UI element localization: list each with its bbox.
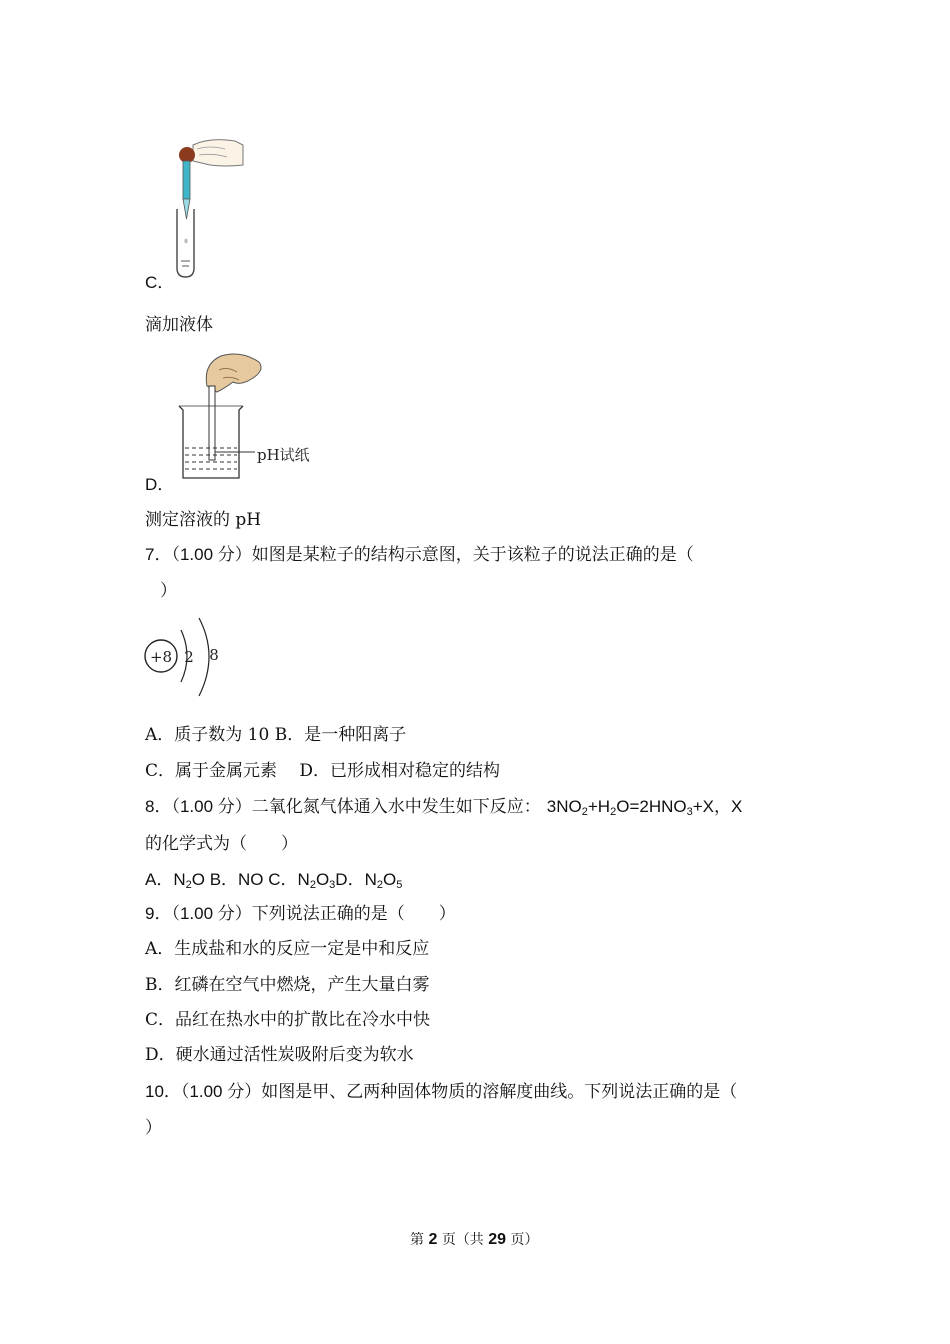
q9-line1 [145, 899, 456, 924]
option-c-caption: 滴加液体 [145, 315, 213, 335]
q9-number: 9． [145, 904, 172, 923]
q7-options-line1: A．质子数为 10 B．是一种阳离子 [145, 725, 407, 745]
q8-equation: $3NO_2+H_2O=2HNO_3+X$，X [546, 797, 743, 818]
q10-line1 [145, 1077, 737, 1102]
q9-option-c: C．品红在热水中的扩散比在冷水中快 [145, 1010, 431, 1030]
q8-stem: 二氧化氮气体通入水中发生如下反应： [251, 797, 541, 817]
atom-shell1-electrons: 2 [184, 648, 194, 666]
q9-option-d: D．硬水通过活性炭吸附后变为软水 [145, 1045, 414, 1065]
beaker-ph-paper-figure [175, 348, 315, 483]
q7-options-line2: C．属于金属元素 D．已形成相对稳定的结构 [145, 761, 501, 781]
q8-score: （1.00 分） [171, 797, 252, 816]
q10-number: 10． [145, 1082, 181, 1101]
q10-stem-close: ） [145, 1118, 162, 1138]
page-footer: 第 2 页（共 29 页） [410, 1231, 539, 1248]
page-total: 29 [488, 1231, 507, 1248]
q7-number: 7． [145, 545, 172, 564]
option-c-letter: C． [145, 273, 175, 292]
option-d-letter: D． [145, 475, 175, 494]
option-d-caption: 测定溶液的 pH [145, 510, 262, 530]
q9-score: （1.00 分） [171, 904, 252, 923]
q8-number: 8． [145, 797, 172, 816]
q7-stem-close: ） [160, 581, 177, 601]
atom-structure-diagram [143, 612, 228, 700]
q9-option-b: B．红磷在空气中燃烧，产生大量白雾 [145, 975, 430, 995]
q7-score: （1.00 分） [171, 545, 252, 564]
q8-options: A．$N_2O$ B．NO C．$N_2O_3D$．$N_2O_5$ [145, 870, 403, 891]
dropper-test-tube-figure [165, 135, 250, 280]
atom-nucleus-charge: +8 [149, 648, 173, 666]
page-number: 2 [428, 1231, 438, 1248]
q9-option-a: A．生成盐和水的反应一定是中和反应 [145, 939, 430, 959]
q8-line1 [145, 792, 742, 817]
q9-stem: 下列说法正确的是（ ） [251, 904, 456, 924]
ph-paper-label: pH试纸 [257, 446, 310, 464]
q8-stem2: 的化学式为（ ） [145, 834, 298, 854]
q7-line1 [145, 540, 694, 565]
atom-shell2-electrons: 8 [209, 646, 219, 664]
q7-stem: 如图是某粒子的结构示意图，关于该粒子的说法正确的是（ [251, 545, 694, 565]
q10-score: （1.00 分） [180, 1082, 262, 1101]
q10-stem: 如图是甲、乙两种固体物质的溶解度曲线。下列说法正确的是（ [261, 1082, 738, 1102]
